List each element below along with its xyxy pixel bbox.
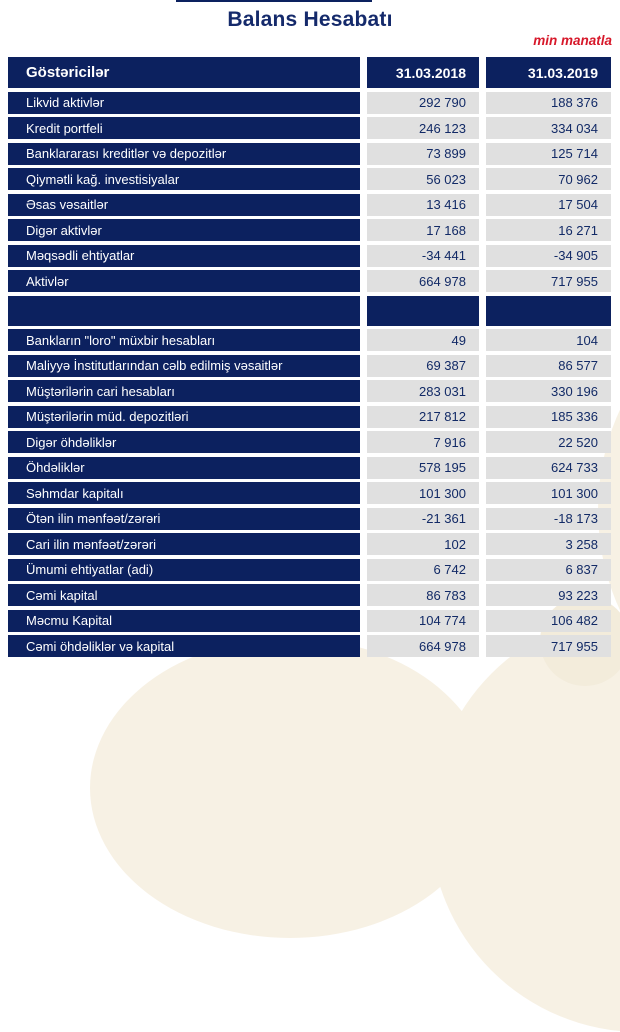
row-value-2018: 578 195: [367, 457, 479, 479]
row-label: Müştərilərin cari hesabları: [8, 380, 360, 402]
row-value-2018: 17 168: [367, 219, 479, 241]
row-value-2018: 7 916: [367, 431, 479, 453]
row-value-2018: 664 978: [367, 270, 479, 292]
row-value-2018: 6 742: [367, 559, 479, 581]
row-value-2019: 6 837: [486, 559, 611, 581]
row-value-2018: 56 023: [367, 168, 479, 190]
row-value-2019: 717 955: [486, 270, 611, 292]
unit-note: min manatla: [533, 33, 612, 48]
row-value-2018: 73 899: [367, 143, 479, 165]
page-title: Balans Hesabatı: [227, 8, 393, 31]
row-value-2019: 188 376: [486, 92, 611, 114]
row-label: Öhdəliklər: [8, 457, 360, 479]
row-label: Maliyyə İnstitutlarından cəlb edilmiş vəsaitlər: [8, 355, 360, 377]
row-value-2019: 22 520: [486, 431, 611, 453]
row-value-2018: 101 300: [367, 482, 479, 504]
header-gostericiler: Göstəricilər: [8, 57, 360, 88]
row-value-2018: -21 361: [367, 508, 479, 530]
row-label: Səhmdar kapitalı: [8, 482, 360, 504]
row-value-2019: 104: [486, 329, 611, 351]
row-value-2018: 69 387: [367, 355, 479, 377]
row-value-2019: 93 223: [486, 584, 611, 606]
row-label: Banklararası kreditlər və depozitlər: [8, 143, 360, 165]
row-spacer-2019: [486, 296, 611, 326]
row-label: Ötən ilin mənfəət/zərəri: [8, 508, 360, 530]
row-label: Kredit portfeli: [8, 117, 360, 139]
balance-sheet-table: [8, 57, 611, 657]
row-value-2019: 185 336: [486, 406, 611, 428]
row-value-2019: -18 173: [486, 508, 611, 530]
row-value-2018: 49: [367, 329, 479, 351]
row-value-2019: 70 962: [486, 168, 611, 190]
row-label: Əsas vəsaitlər: [8, 194, 360, 216]
row-value-2018: 246 123: [367, 117, 479, 139]
row-label: Müştərilərin müd. depozitləri: [8, 406, 360, 428]
row-value-2019: 17 504: [486, 194, 611, 216]
row-label: Məcmu Kapital: [8, 610, 360, 632]
row-label: Digər öhdəliklər: [8, 431, 360, 453]
row-value-2018: 292 790: [367, 92, 479, 114]
row-label: Cəmi öhdəliklər və kapital: [8, 635, 360, 657]
row-label: Likvid aktivlər: [8, 92, 360, 114]
header-date-2018: 31.03.2018: [367, 57, 479, 88]
row-spacer-label: [8, 296, 360, 326]
row-value-2018: -34 441: [367, 245, 479, 267]
row-label: Məqsədli ehtiyatlar: [8, 245, 360, 267]
cropped-element-edge: [176, 0, 372, 2]
row-value-2019: 624 733: [486, 457, 611, 479]
row-value-2018: 104 774: [367, 610, 479, 632]
row-label: Aktivlər: [8, 270, 360, 292]
row-label: Digər aktivlər: [8, 219, 360, 241]
row-value-2019: 334 034: [486, 117, 611, 139]
row-value-2019: 330 196: [486, 380, 611, 402]
row-value-2019: -34 905: [486, 245, 611, 267]
header-date-2019: 31.03.2019: [486, 57, 611, 88]
row-label: Ümumi ehtiyatlar (adi): [8, 559, 360, 581]
row-value-2019: 3 258: [486, 533, 611, 555]
row-label: Cari ilin mənfəət/zərəri: [8, 533, 360, 555]
row-value-2019: 16 271: [486, 219, 611, 241]
row-label: Qiymətli kağ. investisiyalar: [8, 168, 360, 190]
row-value-2019: 717 955: [486, 635, 611, 657]
row-value-2018: 664 978: [367, 635, 479, 657]
row-value-2019: 125 714: [486, 143, 611, 165]
row-value-2019: 101 300: [486, 482, 611, 504]
watermark-circle-bottom-left: [90, 638, 490, 938]
row-spacer-2018: [367, 296, 479, 326]
row-value-2018: 283 031: [367, 380, 479, 402]
row-value-2019: 106 482: [486, 610, 611, 632]
row-value-2018: 86 783: [367, 584, 479, 606]
row-value-2018: 13 416: [367, 194, 479, 216]
row-value-2019: 86 577: [486, 355, 611, 377]
row-value-2018: 102: [367, 533, 479, 555]
row-label: Bankların "loro" müxbir hesabları: [8, 329, 360, 351]
row-label: Cəmi kapital: [8, 584, 360, 606]
row-value-2018: 217 812: [367, 406, 479, 428]
